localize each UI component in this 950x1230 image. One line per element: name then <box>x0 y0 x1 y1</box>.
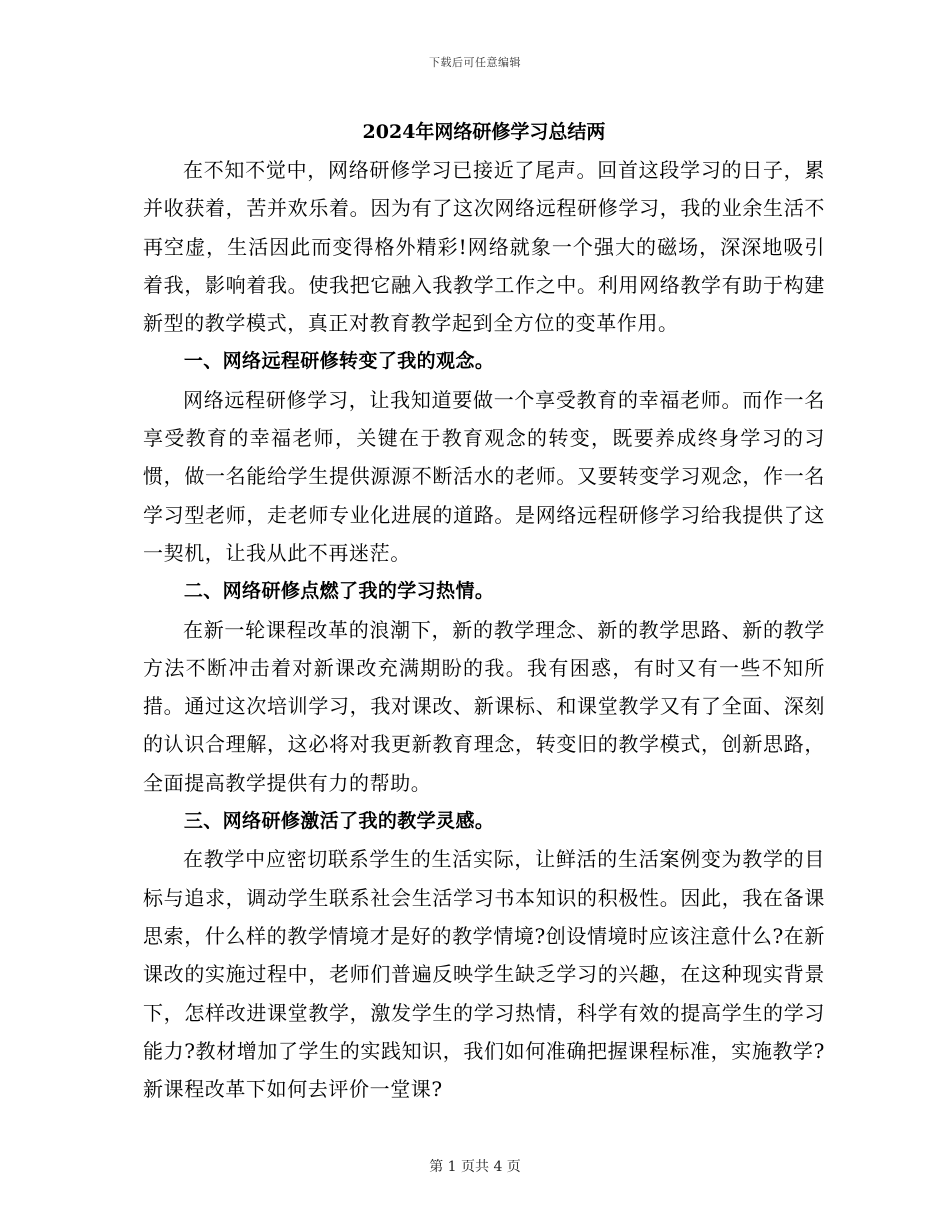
section-body-2: 在新一轮课程改革的浪潮下，新的教学理念、新的教学思路、新的教学方法不断冲击着对新课改充满期盼的我。我有困惑，有时又有一些不知所措。通过这次培训学习，我对课改、新课标、和课堂教学又有了全面、深刻的认识合理解，这必将对我更新教育理念，转变旧的教学模式，创新思路，全面提高教学提供有力的帮助。 <box>143 617 825 795</box>
page-header-note: 下载后可任意编辑 <box>429 56 521 69</box>
document-title: 2024年网络研修学习总结两 <box>362 121 606 143</box>
page-number: 第 1 页共 4 页 <box>429 1159 521 1175</box>
section-heading-2: 二、网络研修点燃了我的学习热情。 <box>183 580 495 603</box>
section-heading-3: 三、网络研修激活了我的教学灵感。 <box>183 810 495 833</box>
section-body-1: 网络远程研修学习，让我知道要做一个享受教育的幸福老师。而作一名享受教育的幸福老师，关键在于教育观念的转变，既要养成终身学习的习惯，做一名能给学生提供源源不断活水的老师。又要转变学习观念，作一名学习型老师，走老师专业化进展的道路。是网络远程研修学习给我提供了这一契机，让我从此不再迷茫。 <box>143 387 825 565</box>
section-heading-1: 一、网络远程研修转变了我的观念。 <box>183 350 495 373</box>
document-body <box>143 113 825 1108</box>
section-body-3: 在教学中应密切联系学生的生活实际，让鲜活的生活案例变为教学的目标与追求，调动学生联系社会生活学习书本知识的积极性。因此，我在备课思索，什么样的教学情境才是好的教学情境?创设情境时应该注意什么?在新课改的实施过程中，老师们普遍反映学生缺乏学习的兴趣，在这种现实背景下，怎样改进课堂教学，激发学生的学习热情，科学有效的提高学生的学习能力?教材增加了学生的实践知识，我们如何准确把握课程标准，实施教学?新课程改革下如何去评价一堂课? <box>143 847 825 1102</box>
intro-paragraph: 在不知不觉中，网络研修学习已接近了尾声。回首这段学习的日子，累并收获着，苦并欢乐着。因为有了这次网络远程研修学习，我的业余生活不再空虚，生活因此而变得格外精彩!网络就象一个强大的磁场，深深地吸引着我，影响着我。使我把它融入我教学工作之中。利用网络教学有助于构建新型的教学模式，真正对教育教学起到全方位的变革作用。 <box>143 158 825 336</box>
